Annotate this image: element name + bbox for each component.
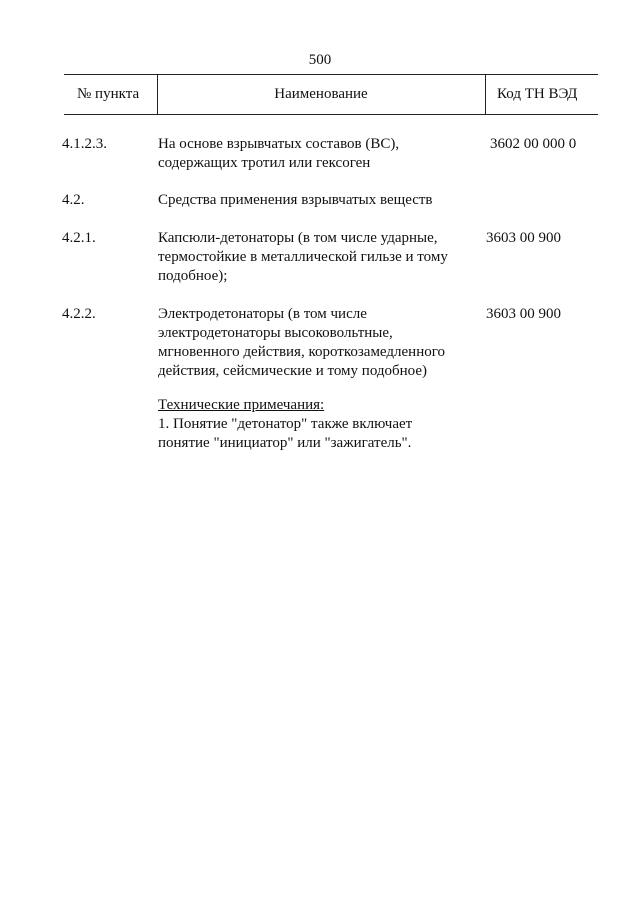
- technical-notes: [158, 396, 412, 453]
- item-code: 3602 00 000 0: [490, 136, 577, 152]
- header-name-column: Наименование: [274, 86, 368, 102]
- item-name: [158, 135, 488, 173]
- notes-line: понятие "инициатор" или "зажигатель".: [158, 435, 412, 451]
- notes-title: Технические примечания:: [158, 397, 325, 413]
- item-name-line: На основе взрывчатых составов (ВС),: [158, 136, 400, 152]
- header-code-column: Код ТН ВЭД: [497, 86, 578, 102]
- item-number: 4.2.1.: [62, 230, 96, 246]
- item-name-line: мгновенного действия, короткозамедленного: [158, 344, 445, 360]
- item-name-line: подобное);: [158, 268, 228, 284]
- item-name-line: действия, сейсмические и тому подобное): [158, 363, 428, 379]
- item-code: 3603 00 900: [486, 230, 561, 246]
- item-name-line: содержащих тротил или гексоген: [158, 155, 371, 171]
- item-name-line: Средства применения взрывчатых веществ: [158, 192, 433, 208]
- item-name-line: Электродетонаторы (в том числе: [158, 306, 367, 322]
- item-code: 3603 00 900: [486, 306, 561, 322]
- header-bottom-rule: [64, 114, 598, 115]
- item-name-line: электродетонаторы высоковольтные,: [158, 325, 393, 341]
- item-name: [158, 229, 488, 286]
- page-number: 500: [308, 52, 332, 68]
- header-top-rule: [64, 74, 598, 75]
- item-name: [158, 305, 488, 381]
- item-number: 4.2.2.: [62, 306, 96, 322]
- item-number: 4.1.2.3.: [62, 136, 107, 152]
- item-name: [158, 191, 488, 210]
- item-name-line: термостойкие в металлической гильзе и тому: [158, 249, 448, 265]
- header-divider: [485, 74, 486, 114]
- item-number: 4.2.: [62, 192, 85, 208]
- header-number-column: № пункта: [77, 86, 140, 102]
- notes-line: 1. Понятие "детонатор" также включает: [158, 416, 413, 432]
- item-name-line: Капсюли-детонаторы (в том числе ударные,: [158, 230, 438, 246]
